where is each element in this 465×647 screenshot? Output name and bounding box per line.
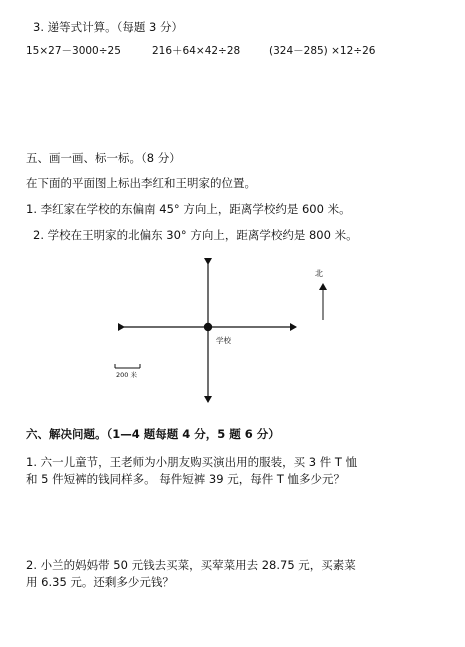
section5-heading: 五、画一画、标一标。（8 分） <box>26 151 181 165</box>
section3-heading: 3. 递等式计算。（每题 3 分） <box>33 20 184 34</box>
section5-instruction: 在下面的平面图上标出李红和王明家的位置。 <box>26 176 256 190</box>
school-point <box>204 323 212 331</box>
scale-label: 200 米 <box>116 371 137 379</box>
problem-2: 216＋64×42÷28 <box>152 45 241 57</box>
question-1-line-1: 1. 六一儿童节，王老师为小朋友购买演出用的服装，买 3 件 T 恤 <box>26 455 358 469</box>
section5-item-1: 1. 李红家在学校的东偏南 45° 方向上，距离学校约是 600 米。 <box>26 202 351 216</box>
section6-heading: 六、解决问题。（1—4 题每题 4 分，5 题 6 分） <box>26 427 280 441</box>
problem-3: (324－285) ×12÷26 <box>269 45 376 57</box>
school-label: 学校 <box>216 336 231 345</box>
north-label: 北 <box>315 269 323 278</box>
question-2-line-1: 2. 小兰的妈妈带 50 元钱去买菜，买荤菜用去 28.75 元，买素菜 <box>26 558 356 572</box>
section5-item-2: 2. 学校在王明家的北偏东 30° 方向上，距离学校约是 800 米。 <box>33 228 358 242</box>
problem-1: 15×27－3000÷25 <box>26 45 121 57</box>
question-2-line-2: 用 6.35 元。还剩多少元钱？ <box>26 575 174 589</box>
question-1-line-2: 和 5 件短裤的钱同样多。 每件短裤 39 元，每件 T 恤多少元？ <box>26 472 346 486</box>
